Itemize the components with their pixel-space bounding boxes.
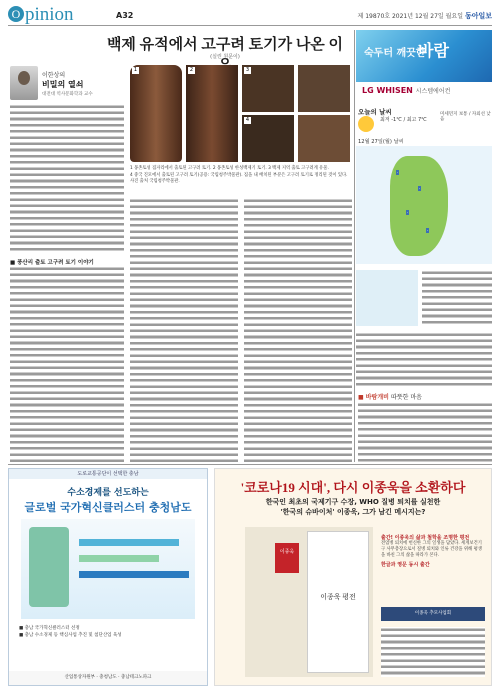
author-role: 대전대 역사문화학과 교수 [42,92,93,97]
photo-number-1: 1 [133,67,138,73]
issue-info [357,11,492,21]
section-title [8,4,74,26]
column-divider [354,30,355,462]
advert-bar [79,571,189,578]
weather-map [356,146,492,264]
author-photo [10,66,38,100]
artifact-photo-4 [298,65,350,112]
advert-info-1: ■ 충남 국가혁신클러스터 선정 [19,626,80,631]
article-body-col1-top [10,104,124,254]
weather-table [422,270,492,326]
weather-regional [356,270,492,388]
book-title: 이종욱 평전 [320,593,356,601]
advert-line-2: 글로벌 국가혁신클러스터 충청남도 [24,501,192,514]
author-column-name: 비밀의 열쇠 [42,80,84,89]
artifact-photo-6 [298,115,350,162]
book-cover [307,531,369,673]
photo-number-3: 3 [245,67,250,73]
book-headline: '코로나19 시대', 다시 이종욱을 소환하다 [240,480,466,495]
column-title-accent: 따뜻한 마음 [391,394,422,401]
column-title-main: ■ 바람개비 [358,394,389,401]
advert-headline-1: 숙두터 깨끗한 [364,48,426,59]
book-desc-heading: 출간! 이종욱의 삶과 철학을 조명한 평전 [381,535,470,541]
weather-marker: · [397,170,399,175]
article-body-col2 [130,198,238,462]
article-subtitle: (실린 원문이) [210,54,240,60]
weather-details [356,332,492,386]
book-extra-text [381,627,485,677]
advert-headline-2: 바람 [418,41,449,60]
weather-marker: · [427,228,429,233]
section-initial: O [8,6,24,22]
ad-divider [8,464,492,465]
section-label: pinion [25,4,74,25]
artifact-photos [130,65,350,162]
article-title: 백제 유적에서 고구려 토기가 나온 이 [106,37,344,53]
column-body [358,402,492,462]
photo-caption [130,166,352,186]
advert-bar [79,555,159,562]
book-description [381,535,485,568]
sun-icon [358,116,374,132]
column-title [358,392,422,401]
paper-name: 동아일보 [464,12,492,20]
photo-number-2: 2 [189,67,194,73]
book-badge: 이종욱 [275,543,299,573]
author-label: 이한상의 [42,72,66,79]
issue-date: 제 19870호 2021년 12월 27일 월요일 [357,13,464,20]
article-body-col3 [244,198,352,462]
caption-line-2: 4 중국 진모에서 출토된 고구려 토기(공용: 국립청주박물관). 집을 내 배치된 부분은 고구려 토기로 정리된 것이 있다. 사진 출처 국립청주박물관. [130,173,348,184]
photo-number-4: 4 [245,117,250,123]
weather-info: 미세먼지 보통 / 자외선 낮음 [440,112,491,122]
header-rule [8,25,492,26]
book-publisher: 이종욱 추모사업회 [381,607,485,621]
advert-logos: 산업통상자원부 · 충청남도 · 충남테크노파크 [9,671,207,685]
advert-line-1: 수소경제를 선도하는 [67,488,149,498]
h2-graphic [29,527,69,607]
pot-photo-2 [186,65,238,162]
weather-temp: 최저 -1℃ / 최고 7℃ [380,117,427,123]
weather-title: 오늘의 날씨 [358,108,392,116]
advert-info-2: ■ 충남 수소경제 등 핵심사업 추진 및 첨단산업 육성 [19,633,122,638]
advert-brand [356,82,492,100]
brand-sub: 시스템에어컨 [415,88,451,95]
aircon-advert [356,30,492,100]
brand-name: LG WHISEN [362,86,413,95]
hydrogen-advert [8,468,208,686]
advert-info [19,625,199,639]
caption-line-1: 1 몽촌토성 집자리에서 출토된 고구려 토기. 2 몽촌토성 한성백제기 토기. 3 백제 지역 출토 고구려계 유물. [130,166,329,171]
page-header [0,0,500,30]
book-subline-2: '한국의 슈바이처' 이종욱, 그가 남긴 메시지는? [280,508,426,516]
page-number: A32 [116,11,134,20]
book-advert [214,468,492,686]
pot-photo-1 [130,65,182,162]
advert-top-strip: 도로교통공단이 선택한 충남 [9,469,207,479]
weather-marker: · [407,210,409,215]
weather-map-title: 12월 27일(월) 날씨 [358,139,404,145]
article-subhead: ■ 풍산리 출토 고구려 토기 이야기 [10,260,94,266]
weather-small-map [356,270,418,326]
advert-bar [79,539,179,546]
article-body-col1 [10,266,124,462]
book-desc-note: 한글과 영문 동시 출간 [381,562,430,568]
book-subline-1: 한국인 최초의 국제기구 수장, WHO 질병 퇴치를 실천한 [265,498,441,506]
weather-marker: · [419,186,421,191]
book-desc-body: 전염병 퇴치에 헌신한 그의 일생을 담았다. 세계보건기구 사무총장으로서 질병 퇴치와 인류 건강을 위해 평생을 바친 그의 삶을 따라가 본다. [381,541,482,558]
